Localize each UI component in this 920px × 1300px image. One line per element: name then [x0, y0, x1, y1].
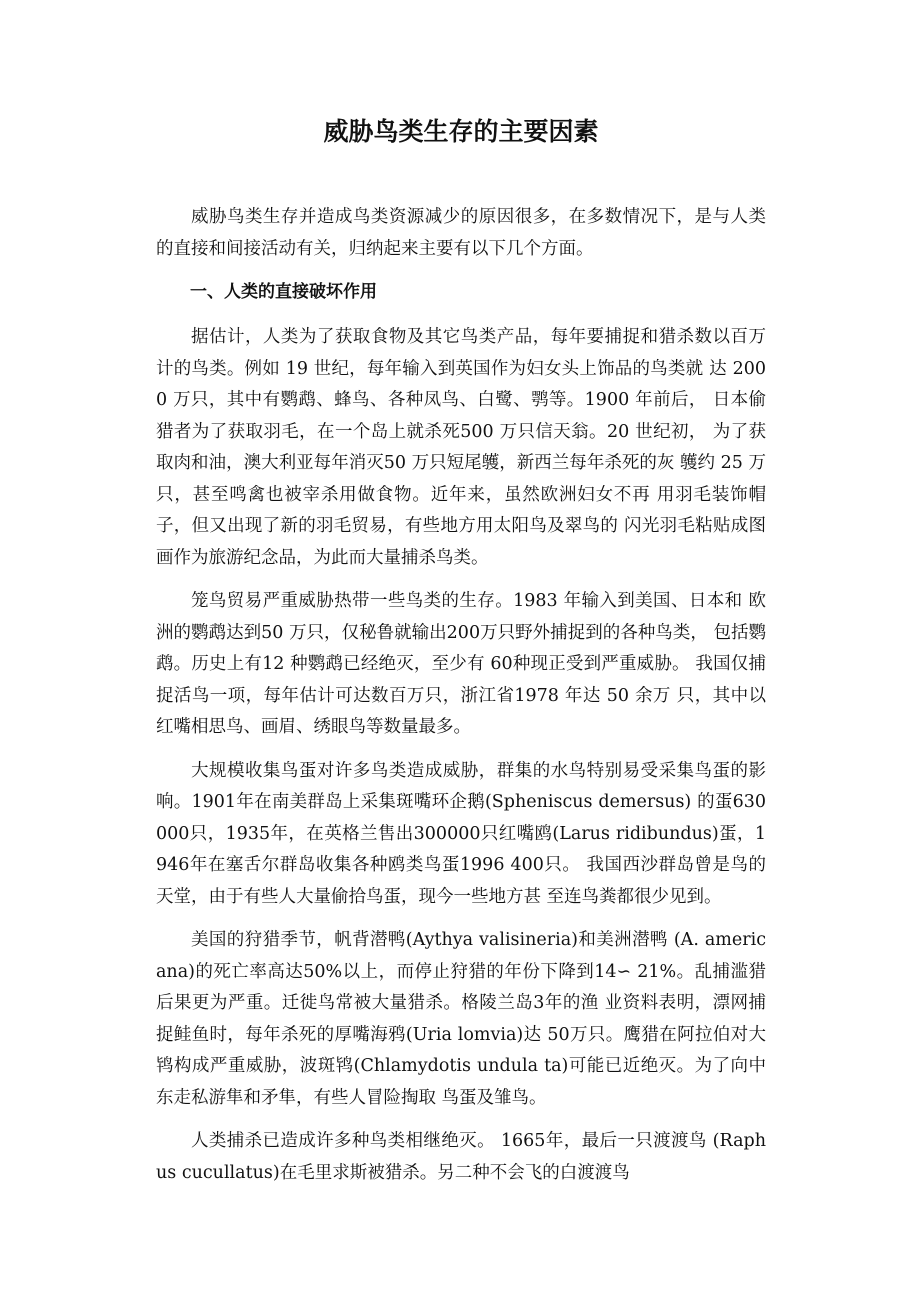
paragraph-extinction: 人类捕杀已造成许多种鸟类相继绝灭。 1665年，最后一只渡渡鸟 (Raphus cucullatus)在毛里求斯被猎杀。另二种不会飞的白渡渡鸟 [156, 1131, 766, 1183]
section-heading: 一、人类的直接破坏作用 [190, 282, 377, 302]
paragraph-hunting-season: 美国的狩猎季节，帆背潜鸭(Aythya valisineria)和美洲潜鸭 (A. americana)的死亡率高达50%以上，而停止狩猎的年份下降到14∽ 21%。乱捕滥猎后果更为严重。迁徙鸟常被大量猎杀。格陵兰岛3年的渔 业资料表明，漂网捕捉鲑鱼时，每年杀死的厚嘴海鸦(Uria lomvia)达 50万只。鹰猎在阿拉伯对大鸨构成严重威胁，波斑鸨(Chlamydotis undula ta)可能已近绝灭。为了向中东走私游隼和矛隼，有些人冒险掏取 鸟蛋及雏鸟。 [156, 930, 766, 1108]
paragraph-hunting: 据估计，人类为了获取食物及其它鸟类产品，每年要捕捉和猎杀数以百万计的鸟类。例如 19 世纪，每年输入到英国作为妇女头上饰品的鸟类就 达 2000 万只，其中有鹦鹉、蜂鸟、各种凤鸟、白鹭、鹗等。1900 年前后， 日本偷猎者为了获取羽毛，在一个岛上就杀死500 万只信天翁。20 世纪初， 为了获取肉和油，澳大利亚每年消灭50 万只短尾鹱，新西兰每年杀死的灰 鹱约 25 万只，甚至鸣禽也被宰杀用做食物。近年来，虽然欧洲妇女不再 用羽毛装饰帽子，但又出现了新的羽毛贸易，有些地方用太阳鸟及翠鸟的 闪光羽毛粘贴成图画作为旅游纪念品，为此而大量捕杀鸟类。 [156, 327, 766, 568]
document-title: 威胁鸟类生存的主要因素 [323, 117, 599, 146]
intro-paragraph: 威胁鸟类生存并造成鸟类资源减少的原因很多，在多数情况下，是与人类的直接和间接活动有关，归纳起来主要有以下几个方面。 [156, 207, 766, 259]
document-page [156, 110, 766, 1201]
paragraph-egg-collection: 大规模收集鸟蛋对许多鸟类造成威胁，群集的水鸟特别易受采集鸟蛋的影响。1901年在南美群岛上采集斑嘴环企鹅(Spheniscus demersus) 的蛋630000只，1935年，在英格兰售出300000只红嘴鸥(Larus ridibundus)蛋，1946年在塞舌尔群岛收集各种鸥类鸟蛋1996 400只。 我国西沙群岛曾是鸟的天堂，由于有些人大量偷拾鸟蛋，现今一些地方甚 至连鸟粪都很少见到。 [156, 760, 766, 907]
paragraph-cage-bird-trade: 笼鸟贸易严重威胁热带一些鸟类的生存。1983 年输入到美国、日本和 欧洲的鹦鹉达到50 万只，仅秘鲁就输出200万只野外捕捉到的各种鸟类， 包括鹦鹉。历史上有12 种鹦鹉已经绝灭，至少有 60种现正受到严重威胁。 我国仅捕捉活鸟一项，每年估计可达数百万只，浙江省1978 年达 50 余万 只，其中以红嘴相思鸟、画眉、绣眼鸟等数量最多。 [156, 591, 766, 737]
